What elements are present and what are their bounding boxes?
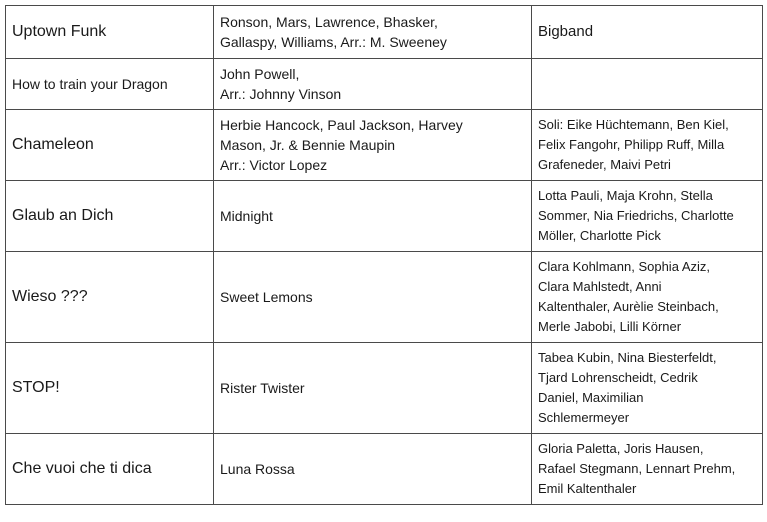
piece-title: Wieso ??? — [6, 252, 214, 343]
piece-title: Chameleon — [6, 110, 214, 181]
composer-line: Mason, Jr. & Bennie Maupin — [220, 137, 396, 153]
performers-cell — [532, 434, 763, 505]
performer-line: Gloria Paletta, Joris Hausen, — [538, 441, 704, 456]
performers-cell — [532, 252, 763, 343]
table-row — [6, 181, 763, 252]
performer-line: Schlemermeyer — [538, 410, 630, 425]
composer-cell — [214, 343, 532, 434]
performers-cell — [532, 59, 763, 110]
composer-line: John Powell, — [220, 66, 300, 82]
performer-line: Clara Mahlstedt, Anni — [538, 279, 662, 294]
table-row — [6, 343, 763, 434]
composer-line: Ronson, Mars, Lawrence, Bhasker, — [220, 14, 438, 30]
performer-line: Merle Jabobi, Lilli Körner — [538, 319, 682, 334]
program-table — [5, 5, 763, 505]
composer-line: Herbie Hancock, Paul Jackson, Harvey — [220, 117, 463, 133]
composer-line: Arr.: Victor Lopez — [220, 157, 328, 173]
table-row — [6, 110, 763, 181]
composer-cell — [214, 59, 532, 110]
composer-cell — [214, 181, 532, 252]
composer-cell — [214, 110, 532, 181]
performer-line: Tjard Lohrenscheidt, Cedrik — [538, 370, 698, 385]
composer-line: Midnight — [220, 208, 273, 224]
composer-cell — [214, 6, 532, 59]
performers-cell: Bigband — [532, 6, 763, 59]
piece-title: Uptown Funk — [6, 6, 214, 59]
performer-line: Sommer, Nia Friedrichs, Charlotte — [538, 208, 734, 223]
performers-cell — [532, 110, 763, 181]
performers-cell — [532, 181, 763, 252]
performer-line: Soli: Eike Hüchtemann, Ben Kiel, — [538, 117, 729, 132]
performer-line: Grafeneder, Maivi Petri — [538, 157, 671, 172]
performers-cell — [532, 343, 763, 434]
composer-cell — [214, 434, 532, 505]
performer-line: Kaltenthaler, Aurèlie Steinbach, — [538, 299, 719, 314]
piece-title: How to train your Dragon — [6, 59, 214, 110]
piece-title: Glaub an Dich — [6, 181, 214, 252]
table-row — [6, 59, 763, 110]
table-row — [6, 252, 763, 343]
table-row — [6, 434, 763, 505]
composer-cell — [214, 252, 532, 343]
composer-line: Gallaspy, Williams, Arr.: M. Sweeney — [220, 34, 447, 50]
performer-line: Rafael Stegmann, Lennart Prehm, — [538, 461, 736, 476]
composer-line: Rister Twister — [220, 380, 305, 396]
performer-line: Emil Kaltenthaler — [538, 481, 637, 496]
performer-line: Clara Kohlmann, Sophia Aziz, — [538, 259, 710, 274]
composer-line: Arr.: Johnny Vinson — [220, 86, 342, 102]
table-row — [6, 6, 763, 59]
performer-line: Felix Fangohr, Philipp Ruff, Milla — [538, 137, 725, 152]
performer-line: Daniel, Maximilian — [538, 390, 644, 405]
composer-line: Sweet Lemons — [220, 289, 313, 305]
performer-line: Lotta Pauli, Maja Krohn, Stella — [538, 188, 713, 203]
performer-line: Tabea Kubin, Nina Biesterfeldt, — [538, 350, 717, 365]
performer-line: Möller, Charlotte Pick — [538, 228, 661, 243]
piece-title: STOP! — [6, 343, 214, 434]
composer-line: Luna Rossa — [220, 461, 295, 477]
piece-title: Che vuoi che ti dica — [6, 434, 214, 505]
